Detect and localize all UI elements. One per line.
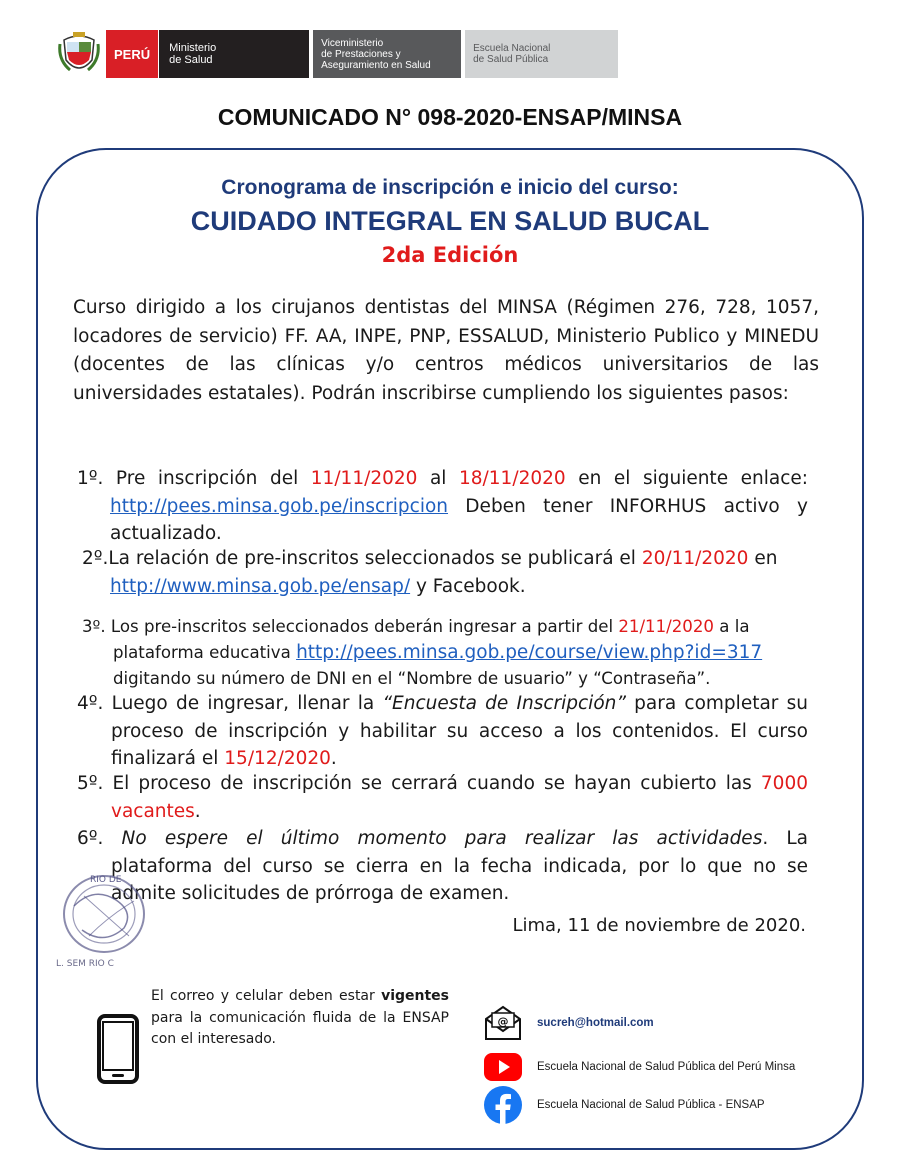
signoff-date: Lima, 11 de noviembre de 2020. (512, 915, 806, 936)
email-envelope-icon (483, 1005, 523, 1041)
email-address[interactable]: sucreh@hotmail.com (537, 1017, 654, 1029)
edition-label: 2da Edición (381, 243, 519, 267)
svg-text:RIO DE: RIO DE (90, 875, 122, 885)
vice-ministry-label: Viceministerio de Prestaciones y Aseguramiento en Salud (313, 30, 461, 78)
step-3: 3º. Los pre-inscritos seleccionados deberán ingresar a partir del 21/11/2020 a la plataforma educativa http://pees.minsa.gob.pe/course/view.php?id=317 digitando su número de DNI en el “Nombre de usuario” y “Contraseña”. (82, 617, 763, 688)
step-5: 5º. El proceso de inscripción se cerrará cuando se hayan cubierto las 7000 vacantes. (77, 773, 808, 822)
school-label: Escuela Nacional de Salud Pública (465, 30, 618, 78)
ministry-header (58, 30, 618, 78)
ensap-link[interactable]: http://www.minsa.gob.pe/ensap/ (110, 575, 411, 597)
document-heading: COMUNICADO N° 098-2020-ENSAP/MINSA (217, 104, 683, 130)
date-text: 15/12/2020 (224, 748, 331, 769)
step-2: 2º.La relación de pre-inscritos seleccionados se publicará el 20/11/2020 en http://www.minsa.gob.pe/ensap/ y Facebook. (82, 548, 778, 597)
date-text: 21/11/2020 (618, 617, 714, 636)
ministry-label: Ministerio de Salud (159, 30, 309, 78)
step-4: 4º. Luego de ingresar, llenar la “Encuesta de Inscripción” para completar su proceso de inscripción y habilitar su acceso a los contenidos. El curso finalizará el 15/12/2020. (77, 693, 808, 769)
svg-text:L. SEM RIO C: L. SEM RIO C (56, 959, 114, 969)
date-text: 11/11/2020 (310, 468, 418, 489)
registration-link[interactable]: http://pees.minsa.gob.pe/inscripcion (110, 495, 449, 517)
intro-paragraph: Curso dirigido a los cirujanos dentistas del MINSA (Régimen 276, 728, 1057, locadores de servicio) FF. AA, INPE, PNP, ESSALUD, Ministerio Publico y MINEDU (docentes de las clínicas y/o centros médicos universitarios de las universidades estatales). Podrán inscribirse cumpliendo los siguientes pasos: (73, 297, 819, 404)
facebook-page-name[interactable]: Escuela Nacional de Salud Pública - ENSAP (537, 1099, 765, 1111)
contact-note: El correo y celular deben estar vigentes para la comunicación fluida de la ENSAP con el interesado. (151, 988, 449, 1047)
mobile-phone-icon (97, 1014, 139, 1084)
youtube-channel-name[interactable]: Escuela Nacional de Salud Pública del Perú Minsa (537, 1061, 796, 1073)
youtube-icon (483, 1052, 523, 1082)
step-1: 1º. Pre inscripción del 11/11/2020 al 18/11/2020 en el siguiente enlace: http://pees.minsa.gob.pe/inscripcion Deben tener INFORHUS activo y actualizado. (77, 468, 808, 544)
official-stamp-icon (54, 866, 164, 970)
course-title: CUIDADO INTEGRAL EN SALUD BUCAL (190, 206, 710, 236)
facebook-icon (483, 1085, 523, 1125)
youtube-contact (483, 1047, 795, 1087)
course-platform-link[interactable]: http://pees.minsa.gob.pe/course/view.php?id=317 (296, 642, 763, 663)
facebook-contact (483, 1085, 765, 1125)
date-text: 20/11/2020 (641, 548, 749, 569)
step-6: 6º. No espere el último momento para realizar las actividades. La plataforma del curso se cierra en la fecha indicada, por lo que no se admite solicitudes de prórroga de examen. (77, 828, 808, 904)
schedule-title: Cronograma de inscripción e inicio del curso: (221, 176, 679, 199)
svg-text:@: @ (497, 1015, 509, 1028)
date-text: 18/11/2020 (459, 468, 566, 489)
peru-label: PERÚ (106, 30, 158, 78)
email-contact (483, 1003, 654, 1043)
coat-of-arms-icon (58, 30, 100, 78)
